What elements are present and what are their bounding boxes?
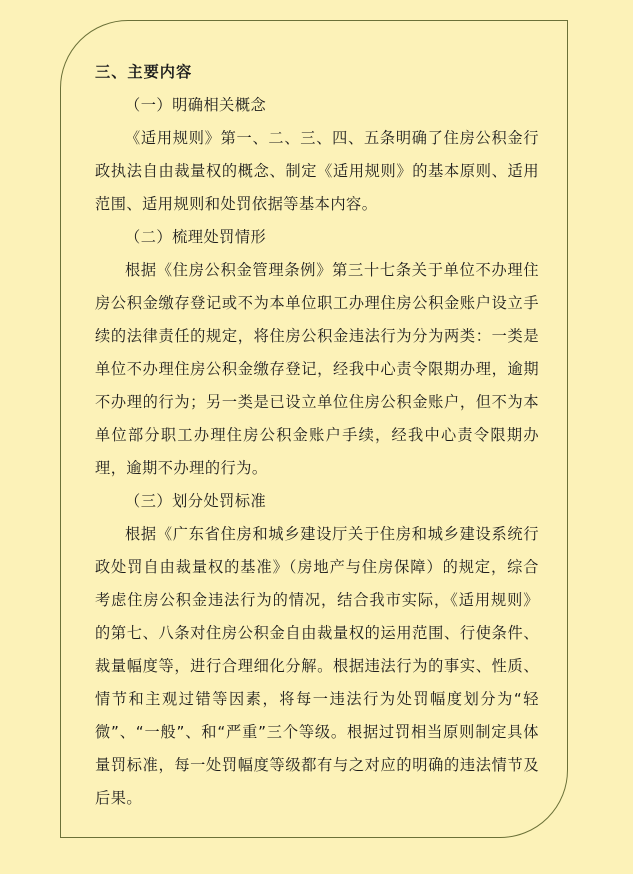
section-heading: 三、主要内容: [95, 63, 193, 81]
paragraph-1: 《适用规则》第一、二、三、四、五条明确了住房公积金行政执法自由裁量权的概念、制定《适用规则》的基本原则、适用范围、适用规则和处罚依据等基本内容。: [95, 129, 539, 213]
paragraph-3: 根据《广东省住房和城乡建设厅关于住房和城乡建设系统行政处罚自由裁量权的基准》（房地产与住房保障）的规定，综合考虑住房公积金违法行为的情况，结合我市实际，《适用规则》的第七、八条对住房公积金自由裁量权的运用范围、行使条件、裁量幅度等，进行合理细化分解。根据违法行为的事实、性质、情节和主观过错等因素，将每一违法行为处罚幅度划分为“轻微”、“一般”、和“严重”三个等级。根据过罚相当原则制定具体量罚标准，每一处罚幅度等级都有与之对应的明确的违法情节及后果。: [95, 525, 539, 807]
subheading-2: （二）梳理处罚情形: [125, 228, 267, 246]
document-body: [95, 56, 539, 815]
subheading-1: （一）明确相关概念: [125, 96, 267, 114]
paragraph-2: 根据《住房公积金管理条例》第三十七条关于单位不办理住房公积金缴存登记或不为本单位职工办理住房公积金账户设立手续的法律责任的规定，将住房公积金违法行为分为两类：一类是单位不办理住房公积金缴存登记，经我中心责令限期办理，逾期不办理的行为；另一类是已设立单位住房公积金账户，但不为本单位部分职工办理住房公积金账户手续，经我中心责令限期办理，逾期不办理的行为。: [95, 261, 539, 477]
subheading-3: （三）划分处罚标准: [125, 492, 267, 510]
